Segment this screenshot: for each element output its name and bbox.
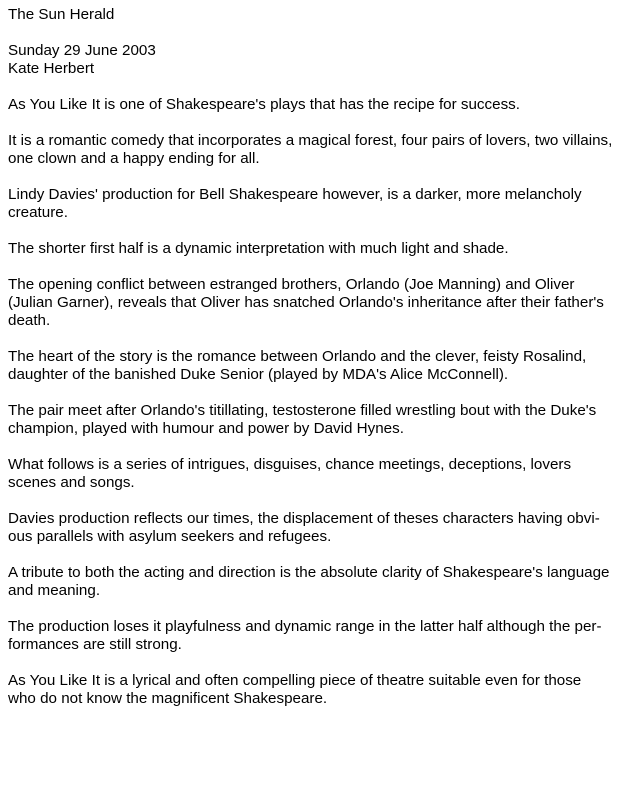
byline <box>8 42 614 78</box>
paragraph-7: The pair meet after Orlando's titillating, testosterone filled wrestling bout with the Duke's champion, played with humour and power by David Hynes. <box>8 402 597 437</box>
paragraph-11: The production loses it playfulness and dynamic range in the latter half although the per- formances are still strong. <box>8 618 602 653</box>
paragraph-3: Lindy Davies' production for Bell Shakespeare however, is a darker, more melancholy creature. <box>8 186 582 221</box>
paragraph-12: As You Like It is a lyrical and often compelling piece of theatre suitable even for those who do not know the magnificent Shakespeare. <box>8 672 582 707</box>
author-name: Kate Herbert <box>8 60 95 77</box>
publication-name: The Sun Herald <box>8 6 115 23</box>
paragraph-2: It is a romantic comedy that incorporates a magical forest, four pairs of lovers, two villains, one clown and a happy ending for all. <box>8 132 613 167</box>
paragraph-1: As You Like It is one of Shakespeare's plays that has the recipe for success. <box>8 96 520 113</box>
paragraph-10: A tribute to both the acting and direction is the absolute clarity of Shakespeare's language and meaning. <box>8 564 610 599</box>
document-body <box>8 6 614 726</box>
paragraph-9: Davies production reflects our times, the displacement of theses characters having obvi- ous parallels with asylum seekers and refugees. <box>8 510 600 545</box>
paragraph-6: The heart of the story is the romance between Orlando and the clever, feisty Rosalind, daughter of the banished Duke Senior (played by MDA's Alice McConnell). <box>8 348 587 383</box>
publish-date: Sunday 29 June 2003 <box>8 42 156 59</box>
paragraph-8: What follows is a series of intrigues, disguises, chance meetings, deceptions, lovers scenes and songs. <box>8 456 572 491</box>
paragraph-5: The opening conflict between estranged brothers, Orlando (Joe Manning) and Oliver (Julian Garner), reveals that Oliver has snatched Orlando's inheritance after their father's death. <box>8 276 604 329</box>
paragraph-4: The shorter first half is a dynamic interpretation with much light and shade. <box>8 240 509 257</box>
